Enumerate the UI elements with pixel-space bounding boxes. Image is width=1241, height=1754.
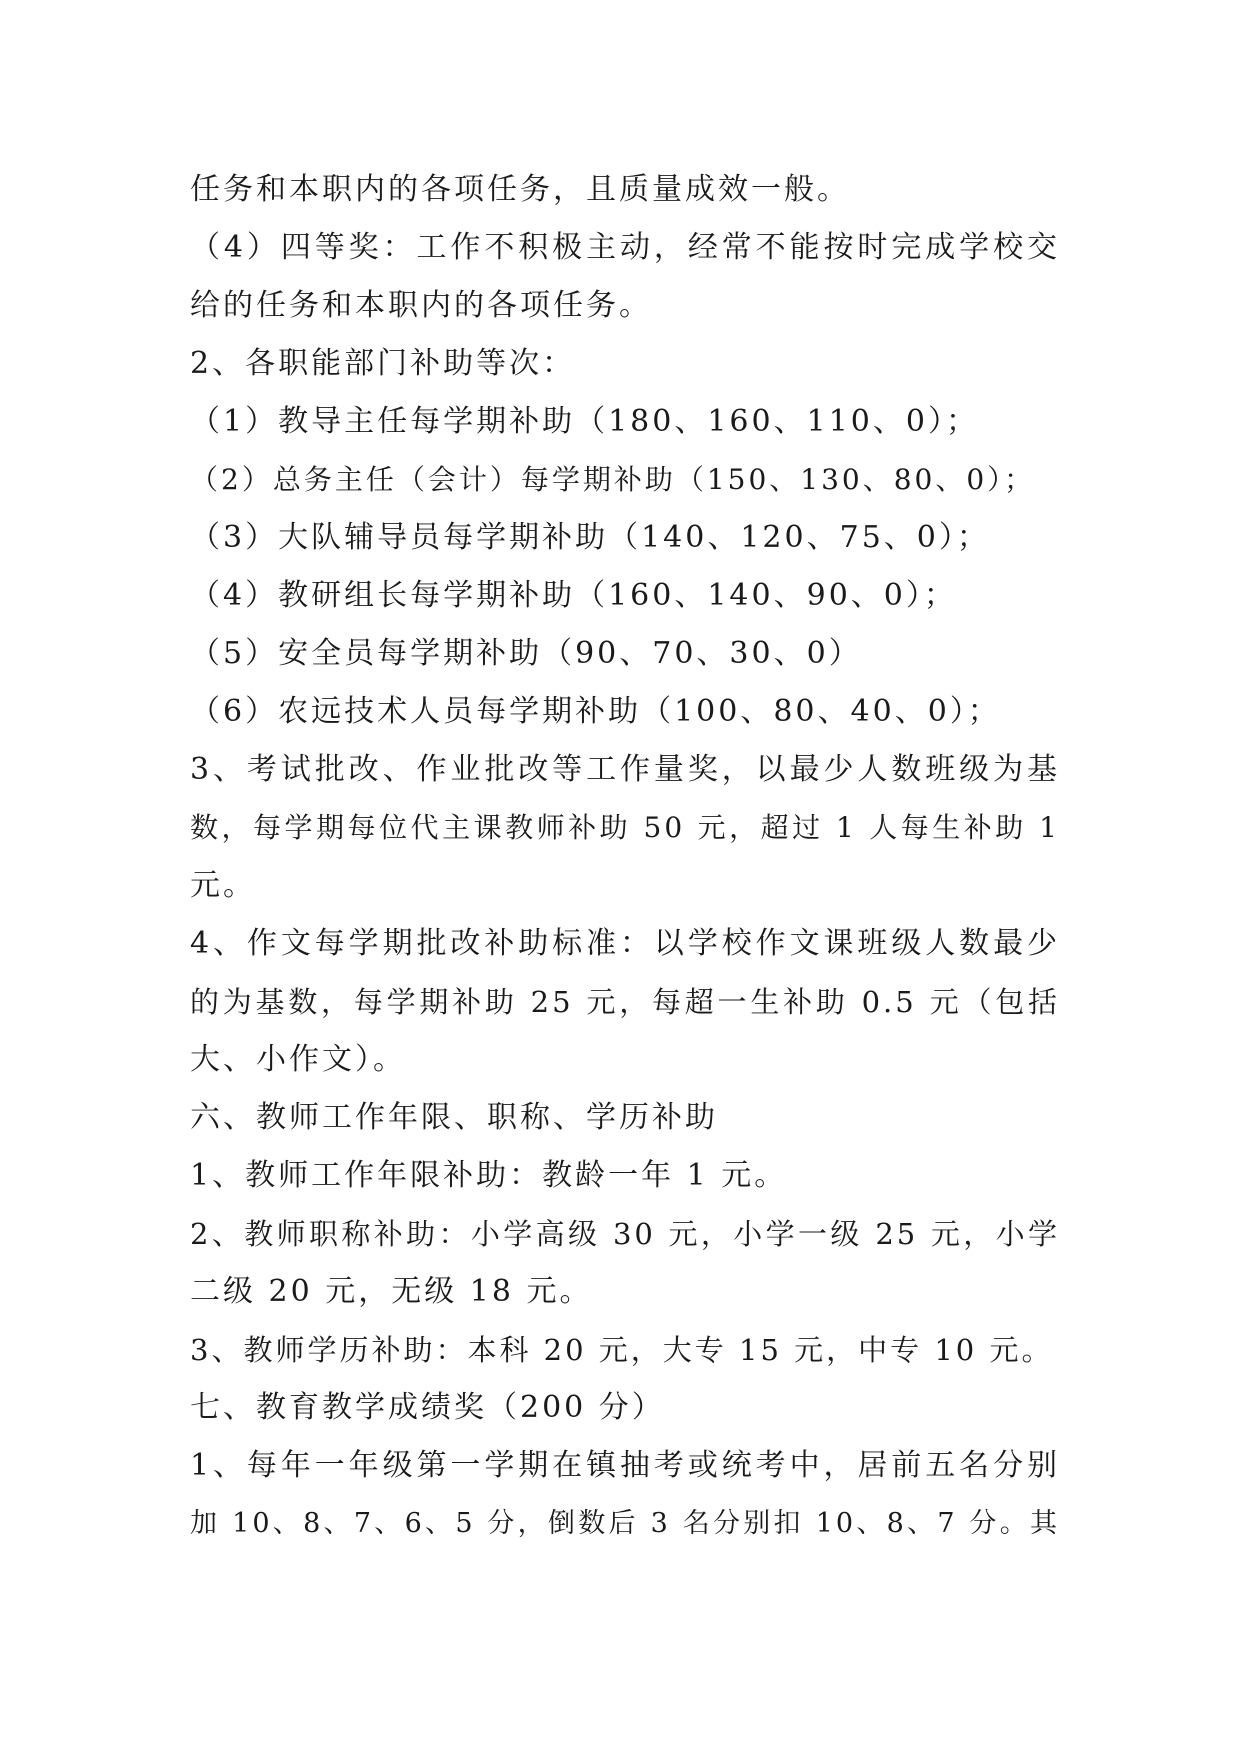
list-item: （3）大队辅导员每学期补助（140、120、75、0）； [190,520,990,555]
text-line: （4）四等奖：工作不积极主动，经常不能按时完成学校交 [190,230,1060,265]
text-line: 元。 [190,868,256,903]
text-line: 二级 20 元，无级 18 元。 [190,1274,593,1309]
list-item: （1）教导主任每学期补助（180、160、110、0）； [190,404,979,439]
text-line: 数，每学期每位代主课教师补助 50 元，超过 1 人每生补助 1 [190,811,1060,844]
text-line: 1、教师工作年限补助：教龄一年 1 元。 [190,1158,788,1193]
text-line: 给的任务和本职内的各项任务。 [190,288,652,323]
text-line: 大、小作文）。 [190,1042,406,1077]
section-heading: 2、各职能部门补助等次： [190,346,576,381]
document-body [190,161,1060,1553]
text-line: 1、每年一年级第一学期在镇抽考或统考中，居前五名分别 [190,1448,1060,1483]
section-heading: 六、教师工作年限、职称、学历补助 [190,1100,718,1135]
text-line: 加 10、8、7、6、5 分，倒数后 3 名分别扣 10、8、7 分。其 [190,1508,1060,1539]
list-item: （4）教研组长每学期补助（160、140、90、0）； [190,578,957,613]
list-item: （6）农远技术人员每学期补助（100、80、40、0）； [190,694,1001,729]
list-item: （2）总务主任（会计）每学期补助（150、130、80、0）； [190,463,1036,496]
text-line: 任务和本职内的各项任务，且质量成效一般。 [190,172,850,207]
text-line: 3、考试批改、作业批改等工作量奖，以最少人数班级为基 [190,752,1060,787]
section-heading: 七、教育教学成绩奖（200 分） [190,1390,665,1425]
text-line: 4、作文每学期批改补助标准：以学校作文课班级人数最少 [190,926,1060,961]
text-line: 的为基数，每学期补助 25 元，每超一生补助 0.5 元（包括 [190,985,1060,1019]
text-line: 2、教师职称补助：小学高级 30 元，小学一级 25 元，小学 [190,1217,1060,1251]
text-line: 3、教师学历补助：本科 20 元，大专 15 元，中专 10 元。 [190,1333,1054,1367]
list-item: （5）安全员每学期补助（90、70、30、0） [190,636,862,671]
